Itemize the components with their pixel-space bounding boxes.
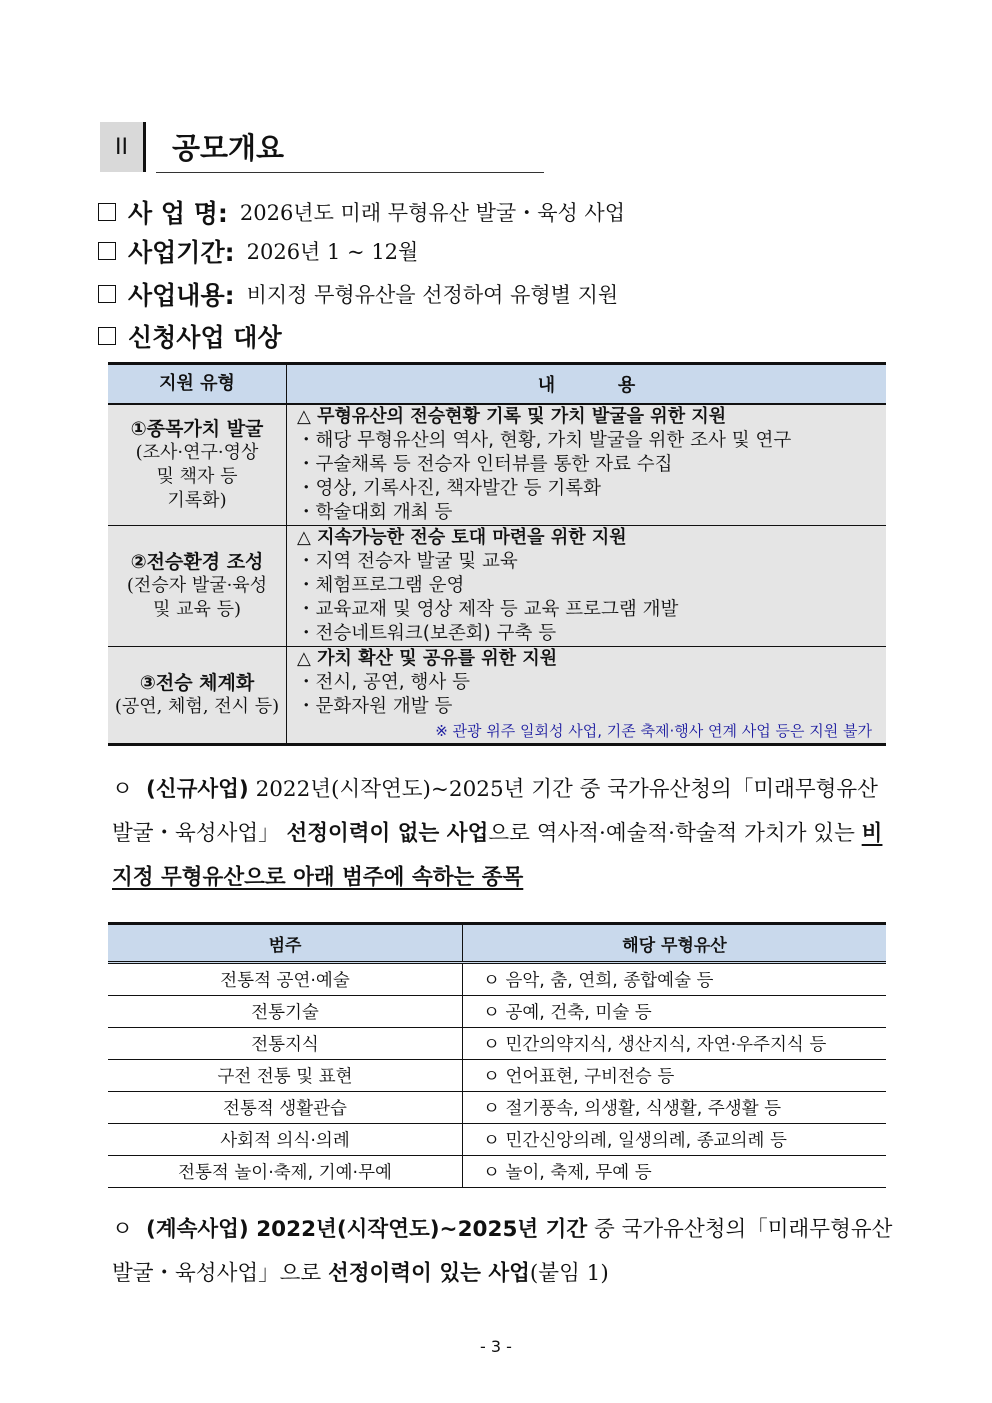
table-row xyxy=(108,526,886,647)
table-row xyxy=(108,1124,886,1156)
item-project-content xyxy=(98,276,618,312)
category-cell: 전통적 공연·예술 xyxy=(108,963,463,996)
support-type-table xyxy=(108,362,886,746)
item-label: 사업내용: xyxy=(128,281,235,310)
item-value: 2026년 1 ~ 12월 xyxy=(246,240,419,264)
content-bullet: ・구술채록 등 전승자 인터뷰를 통한 자료 수집 xyxy=(297,454,673,475)
category-cell: 사회적 의식·의례 xyxy=(108,1124,463,1156)
support-content-cell xyxy=(287,404,887,526)
content-heading: △ 가치 확산 및 공유를 위한 지원 xyxy=(297,648,558,669)
support-type-name: ②전승환경 조성 xyxy=(130,551,264,573)
text-span: 2022년(시작연도)~2025년 기간 중 국가유산청의「미래무형유산 발굴・육성사업」 xyxy=(112,777,878,846)
header-category: 범주 xyxy=(108,924,463,963)
support-type-name: ①종목가치 발굴 xyxy=(130,418,264,440)
bullet-circle: ㅇ xyxy=(112,777,133,802)
table-row xyxy=(108,1028,886,1060)
item-project-name xyxy=(98,194,625,230)
item-label: 사 업 명: xyxy=(128,199,228,228)
support-type-sub: (공연, 체험, 전시 등) xyxy=(114,696,280,717)
bullet-circle: ㅇ xyxy=(112,1217,133,1242)
support-type-sub: (조사·연구·영상 xyxy=(135,442,259,463)
section-number: II xyxy=(100,122,146,172)
checkbox-square-icon xyxy=(98,327,116,345)
content-bullet: ・전승네트워크(보존회) 구축 등 xyxy=(297,623,557,644)
content-bullet: ・문화자원 개발 등 xyxy=(297,696,453,717)
support-type-sub: 및 교육 등) xyxy=(152,599,242,620)
heritage-cell: ㅇ 민간신앙의례, 일생의례, 종교의례 등 xyxy=(463,1124,887,1156)
support-type-name: ③전승 체계화 xyxy=(139,672,255,694)
support-type-sub: 및 책자 등 xyxy=(156,466,238,487)
table-header-row xyxy=(108,364,886,405)
category-cell: 전통적 생활관습 xyxy=(108,1092,463,1124)
content-heading: △ 무형유산의 전승현황 기록 및 가치 발굴을 위한 지원 xyxy=(297,406,727,427)
support-type-cell xyxy=(108,404,287,526)
content-bullet: ・영상, 기록사진, 책자발간 등 기록화 xyxy=(297,478,601,499)
table-row xyxy=(108,996,886,1028)
item-value: 비지정 무형유산을 선정하여 유형별 지원 xyxy=(246,283,619,307)
category-cell: 전통지식 xyxy=(108,1028,463,1060)
table-header-row xyxy=(108,924,886,963)
support-content-cell xyxy=(287,526,887,647)
bold-span: 선정이력이 없는 사업 xyxy=(286,821,489,846)
item-label: 신청사업 대상 xyxy=(128,323,282,352)
checkbox-square-icon xyxy=(98,242,116,260)
header-heritage: 해당 무형유산 xyxy=(463,924,887,963)
lead-label: (계속사업) xyxy=(146,1217,249,1242)
content-bullet: ・해당 무형유산의 역사, 현황, 가치 발굴을 위한 조사 및 연구 xyxy=(297,430,792,451)
bold-span: 선정이력이 있는 사업 xyxy=(328,1261,530,1286)
content-bullet: ・교육교재 및 영상 제작 등 교육 프로그램 개발 xyxy=(297,599,679,620)
table-row xyxy=(108,647,886,745)
text-span: (붙임 1) xyxy=(529,1261,609,1286)
support-type-sub: (전승자 발굴·육성 xyxy=(126,575,268,596)
support-type-cell xyxy=(108,647,287,745)
heritage-cell: ㅇ 절기풍속, 의생활, 식생활, 주생활 등 xyxy=(463,1092,887,1124)
category-cell: 전통적 놀이·축제, 기예·무예 xyxy=(108,1156,463,1188)
support-type-cell xyxy=(108,526,287,647)
category-table xyxy=(108,922,886,1188)
support-type-sub: 기록화) xyxy=(167,490,227,511)
text-span: 으로 역사적·예술적·학술적 가치가 있는 xyxy=(488,821,862,846)
heritage-cell: ㅇ 민간의약지식, 생산지식, 자연·우주지식 등 xyxy=(463,1028,887,1060)
content-bullet: ・학술대회 개최 등 xyxy=(297,502,453,523)
heritage-cell: ㅇ 공예, 건축, 미술 등 xyxy=(463,996,887,1028)
heritage-cell: ㅇ 놀이, 축제, 무예 등 xyxy=(463,1156,887,1188)
text-span: 중 국가유산청의「미래무형유산 발굴・육성사업」으로 xyxy=(112,1217,893,1286)
support-note: ※ 관광 위주 일회성 사업, 기존 축제·행사 연계 사업 등은 지원 불가 xyxy=(435,722,872,740)
table-row xyxy=(108,963,886,996)
category-cell: 전통기술 xyxy=(108,996,463,1028)
table-row xyxy=(108,404,886,526)
item-label: 사업기간: xyxy=(128,238,235,267)
support-content-cell xyxy=(287,647,887,745)
bold-span: 2022년(시작연도)~2025년 기간 xyxy=(248,1217,588,1242)
paragraph-new-project xyxy=(112,768,902,900)
underlined-bold-span: 비지정 무형유산으로 아래 범주에 속하는 종목 xyxy=(112,821,883,890)
heritage-cell: ㅇ 언어표현, 구비전승 등 xyxy=(463,1060,887,1092)
content-bullet: ・체험프로그램 운영 xyxy=(297,575,465,596)
lead-label: (신규사업) xyxy=(146,777,249,802)
table-row xyxy=(108,1060,886,1092)
content-bullet: ・지역 전승자 발굴 및 교육 xyxy=(297,551,518,572)
heritage-cell: ㅇ 음악, 춤, 연희, 종합예술 등 xyxy=(463,963,887,996)
content-heading: △ 지속가능한 전승 토대 마련을 위한 지원 xyxy=(297,527,627,548)
item-target xyxy=(98,318,282,354)
section-underline xyxy=(156,172,544,173)
section-title: 공모개요 xyxy=(172,131,285,165)
item-project-period xyxy=(98,233,418,269)
header-content: 내 용 xyxy=(287,364,887,405)
table-row xyxy=(108,1156,886,1188)
table-row xyxy=(108,1092,886,1124)
header-support-type: 지원 유형 xyxy=(108,364,287,405)
checkbox-square-icon xyxy=(98,203,116,221)
content-bullet: ・전시, 공연, 행사 등 xyxy=(297,672,471,693)
item-value: 2026년도 미래 무형유산 발굴・육성 사업 xyxy=(239,201,626,225)
paragraph-continuing-project xyxy=(112,1208,902,1296)
category-cell: 구전 전통 및 표현 xyxy=(108,1060,463,1092)
page-number: - 3 - xyxy=(480,1337,512,1356)
checkbox-square-icon xyxy=(98,285,116,303)
